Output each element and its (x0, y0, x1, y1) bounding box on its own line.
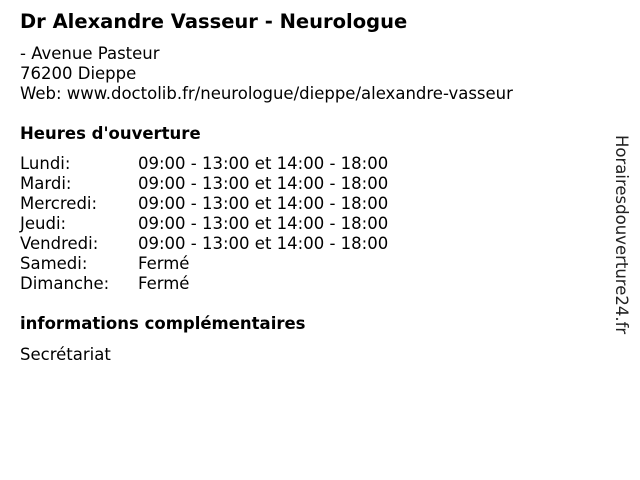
page-title: Dr Alexandre Vasseur - Neurologue (20, 10, 408, 33)
address-block (20, 44, 513, 104)
day-label: Jeudi: (20, 214, 67, 233)
site-watermark: Horairesdouverture24.fr (612, 135, 631, 335)
website-link[interactable]: Web: www.doctolib.fr/neurologue/dieppe/alexandre-vasseur (20, 84, 513, 103)
street-address: - Avenue Pasteur (20, 44, 160, 63)
day-label: Mardi: (20, 174, 72, 193)
day-hours: 09:00 - 13:00 et 14:00 - 18:00 (138, 194, 389, 213)
day-hours: 09:00 - 13:00 et 14:00 - 18:00 (138, 174, 389, 193)
day-label: Vendredi: (20, 234, 99, 253)
day-label: Samedi: (20, 254, 88, 273)
day-hours: 09:00 - 13:00 et 14:00 - 18:00 (138, 214, 389, 233)
day-hours: Fermé (138, 274, 190, 293)
day-hours: Fermé (138, 254, 190, 273)
day-label: Mercredi: (20, 194, 98, 213)
city-postcode: 76200 Dieppe (20, 64, 137, 83)
day-label: Lundi: (20, 154, 71, 173)
day-hours: 09:00 - 13:00 et 14:00 - 18:00 (138, 234, 389, 253)
day-hours: 09:00 - 13:00 et 14:00 - 18:00 (138, 154, 389, 173)
day-label: Dimanche: (20, 274, 110, 293)
info-heading: informations complémentaires (20, 314, 306, 333)
info-text: Secrétariat (20, 345, 111, 364)
hours-heading: Heures d'ouverture (20, 124, 201, 143)
